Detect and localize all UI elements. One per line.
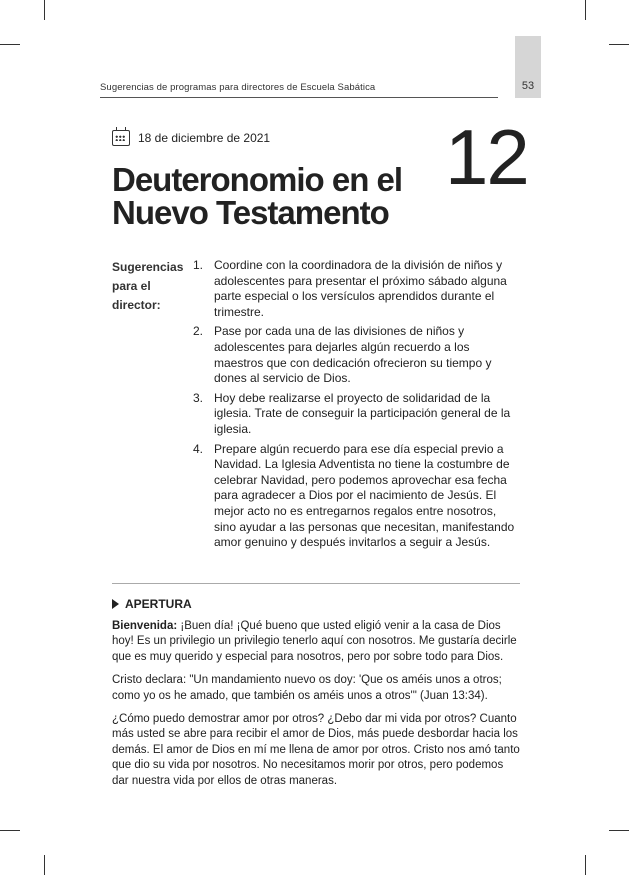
item-text: Hoy debe realizarse el proyecto de solidaridad de la iglesia. Trate de conseguir la participación general de la iglesia. (214, 390, 511, 436)
page-number: 53 (521, 80, 535, 92)
list-item (193, 442, 521, 551)
apertura-heading (112, 597, 192, 611)
crop-mark (609, 830, 629, 831)
item-number: 2. (193, 324, 204, 339)
lesson-title (112, 163, 442, 229)
crop-mark (585, 855, 586, 875)
director-tips-list (193, 258, 521, 555)
crop-mark (0, 44, 20, 45)
item-number: 3. (193, 390, 204, 405)
running-head: Sugerencias de programas para directores de Escuela Sabática (100, 82, 376, 93)
lesson-number: 12 (445, 113, 528, 201)
director-label (112, 258, 187, 315)
crop-mark (44, 0, 45, 20)
label-line: director: (112, 298, 161, 312)
date-row (112, 130, 270, 146)
crop-mark (609, 44, 629, 45)
list-item (193, 324, 521, 386)
section-title: APERTURA (125, 597, 192, 611)
welcome-text: ¡Buen día! ¡Qué bueno que usted eligió venir a la casa de Dios hoy! Es un privilegio un privilegio tenerlo aquí con nosotros. Me gustaría decirle que es muy querido y especial para nosotros, pero por sobre todo para Dios. (112, 620, 517, 663)
welcome-label: Bienvenida: (112, 620, 178, 632)
crop-mark (0, 830, 20, 831)
label-line: para el (112, 279, 151, 293)
label-line: Sugerencias (112, 260, 184, 274)
item-text: Coordine con la coordinadora de la división de niños y adolescentes para presentar el próximo sábado alguna parte especial o los versículos aprendidos durante el trimestre. (214, 258, 507, 319)
list-item (193, 391, 521, 438)
play-triangle-icon (112, 599, 119, 609)
item-number: 1. (193, 258, 204, 272)
apertura-body (112, 619, 522, 797)
item-text: Prepare algún recuerdo para ese día especial previo a Navidad. La Iglesia Adventista no tiene la costumbre de celebrar Navidad, pero podemos aprovechar esa fecha para agradecer a Dios por el nacimiento de Jesús. El mejor acto no es entregarnos regalos entre nosotros, sino ayudar a las personas que necesitan, manifestando amor genuino y después invitarlos a seguir a Jesús. (214, 441, 515, 550)
header-rule (100, 97, 498, 98)
item-text: Pase por cada una de las divisiones de niños y adolescentes para dejarles algún recuerdo a los maestros que con dedicación ofrecieron su tiempo y dones al servicio de Dios. (214, 324, 492, 386)
title-line: Nuevo Testamento (112, 194, 389, 231)
calendar-icon (112, 130, 130, 146)
list-item (193, 258, 521, 320)
quote-paragraph: Cristo declara: "Un mandamiento nuevo os doy: 'Que os améis unos a otros; como yo os he amado, que también os améis unos a otros'" (Juan 13:34). (112, 674, 502, 702)
title-line: Deuteronomio en el (112, 161, 403, 198)
section-divider (112, 583, 520, 584)
closing-paragraph: ¿Cómo puedo demostrar amor por otros? ¿Debo dar mi vida por otros? Cuanto más usted se abre para recibir el amor de Dios, más puede desbordar hacia los demás. El amor de Dios en mí me llena de amor por otros. Cristo nos amó tanto que dio su vida por nosotros. No necesitamos morir por otros, pero podemos dar nuestra vida por ellos de otras maneras. (112, 713, 520, 787)
welcome-paragraph (112, 619, 522, 665)
crop-mark (585, 0, 586, 20)
crop-mark (44, 855, 45, 875)
lesson-date: 18 de diciembre de 2021 (138, 131, 271, 145)
item-number: 4. (193, 441, 204, 456)
